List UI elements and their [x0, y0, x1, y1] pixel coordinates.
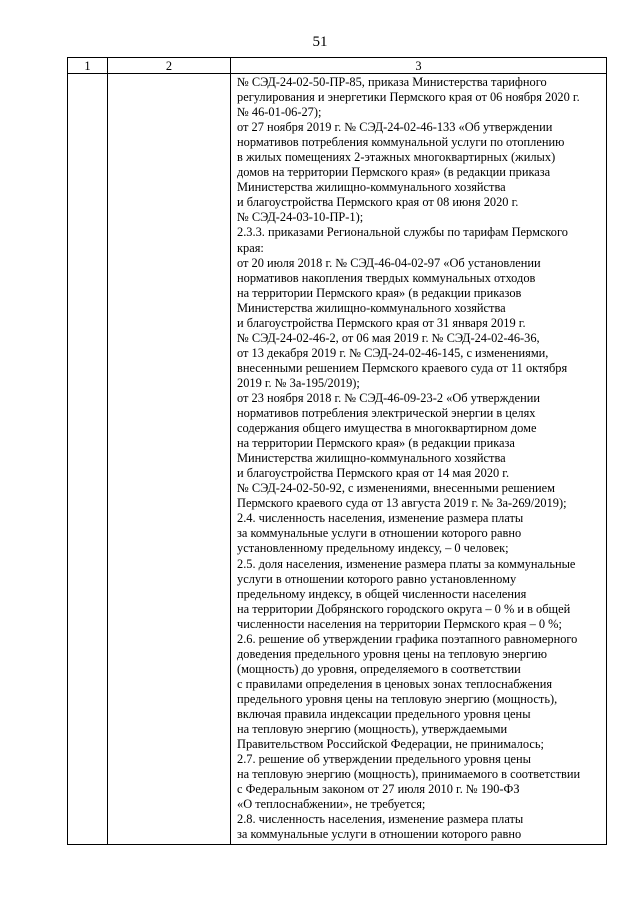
- text-line: с Федеральным законом от 27 июля 2010 г. № 190-ФЗ: [237, 782, 520, 797]
- text-line: 2.5. доля населения, изменение размера платы за коммунальные: [237, 556, 576, 571]
- text-line: нормативов накопления твердых коммунальных отходов: [237, 270, 536, 285]
- text-line: установленному предельному индексу, – 0 человек;: [237, 541, 509, 556]
- text-line: № 46-01-06-27);: [237, 105, 322, 120]
- text-line: от 23 ноября 2018 г. № СЭД-46-09-23-2 «Об утверждении: [237, 390, 541, 405]
- text-line: включая правила индексации предельного уровня цены: [237, 706, 531, 721]
- cell-column-3: [231, 74, 607, 845]
- text-line: с правилами определения в ценовых зонах теплоснабжения: [237, 676, 553, 691]
- text-line: 2019 г. № 3а-195/2019);: [237, 375, 360, 390]
- text-line: домов на территории Пермского края» (в редакции приказа: [237, 165, 551, 180]
- text-line: Правительством Российской Федерации, не принималось;: [237, 737, 544, 752]
- text-line: № СЭД-24-02-46-2, от 06 мая 2019 г. № СЭД-24-02-46-36,: [237, 330, 540, 345]
- text-line: от 13 декабря 2019 г. № СЭД-24-02-46-145, с изменениями,: [237, 345, 549, 360]
- text-line: № СЭД-24-02-50-92, с изменениями, внесенными решением: [237, 481, 556, 496]
- cell-column-2: [108, 74, 231, 845]
- column-header-2: 2: [108, 58, 231, 74]
- text-line: и благоустройства Пермского края от 14 мая 2020 г.: [237, 466, 510, 481]
- text-line: края:: [237, 240, 264, 255]
- text-line: внесенными решением Пермского краевого суда от 11 октября: [237, 360, 568, 375]
- text-line: (мощность) до уровня, определяемого в соответствии: [237, 661, 521, 676]
- text-line: 2.3.3. приказами Региональной службы по тарифам Пермского: [237, 225, 568, 240]
- text-line: Министерства жилищно-коммунального хозяйства: [237, 451, 506, 466]
- text-line: от 20 июля 2018 г. № СЭД-46-04-02-97 «Об установлении: [237, 255, 541, 270]
- text-line: и благоустройства Пермского края от 08 июня 2020 г.: [237, 195, 519, 210]
- text-line: 2.4. численность населения, изменение размера платы: [237, 511, 524, 526]
- page-number: 51: [312, 34, 328, 50]
- text-line: № СЭД-24-03-10-ПР-1);: [237, 210, 364, 225]
- document-table: [67, 57, 607, 845]
- text-line: 2.7. решение об утверждении предельного уровня цены: [237, 752, 531, 767]
- text-line: содержания общего имущества в многоквартирном доме: [237, 421, 537, 436]
- text-line: от 27 ноября 2019 г. № СЭД-24-02-46-133 «Об утверждении: [237, 120, 553, 135]
- column-header-1: 1: [68, 58, 108, 74]
- text-line: за коммунальные услуги в отношении которого равно: [237, 526, 522, 541]
- table-header-row: [68, 58, 607, 74]
- text-line: на территории Пермского края» (в редакции приказа: [237, 436, 515, 451]
- text-line: на тепловую энергию (мощность), принимаемого в соответствии: [237, 767, 581, 782]
- text-line: № СЭД-24-02-50-ПР-85, приказа Министерства тарифного: [237, 75, 547, 89]
- text-line: нормативов потребления коммунальной услуги по отоплению: [237, 135, 565, 150]
- text-line: на тепловую энергию (мощность), утверждаемыми: [237, 722, 508, 737]
- text-line: на территории Пермского края» (в редакции приказов: [237, 285, 522, 300]
- text-line: Пермского краевого суда от 13 августа 2019 г. № 3а-269/2019);: [237, 496, 567, 511]
- text-line: регулирования и энергетики Пермского края от 06 ноября 2020 г.: [237, 90, 580, 105]
- cell-column-1: [68, 74, 108, 845]
- text-line: «О теплоснабжении», не требуется;: [237, 797, 426, 812]
- text-line: предельному индексу, в общей численности населения: [237, 586, 527, 601]
- text-line: в жилых помещениях 2-этажных многоквартирных (жилых): [237, 150, 556, 165]
- text-line: численности населения на территории Пермского края – 0 %;: [237, 616, 562, 631]
- text-line: за коммунальные услуги в отношении которого равно: [237, 827, 522, 842]
- text-line: доведения предельного уровня цены на тепловую энергию: [237, 646, 547, 661]
- text-line: и благоустройства Пермского края от 31 января 2019 г.: [237, 315, 526, 330]
- text-line: 2.6. решение об утверждении графика поэтапного равномерного: [237, 631, 578, 646]
- text-line: 2.8. численность населения, изменение размера платы: [237, 812, 524, 827]
- text-line: Министерства жилищно-коммунального хозяйства: [237, 300, 506, 315]
- text-line: услуги в отношении которого равно установленному: [237, 571, 517, 586]
- column-header-3: 3: [231, 58, 607, 74]
- text-line: Министерства жилищно-коммунального хозяйства: [237, 180, 506, 195]
- text-line: на территории Добрянского городского округа – 0 % и в общей: [237, 601, 571, 616]
- text-line: предельного уровня цены на тепловую энергию (мощность),: [237, 691, 558, 706]
- text-line: нормативов потребления электрической энергии в целях: [237, 406, 536, 421]
- table-row: [68, 74, 607, 845]
